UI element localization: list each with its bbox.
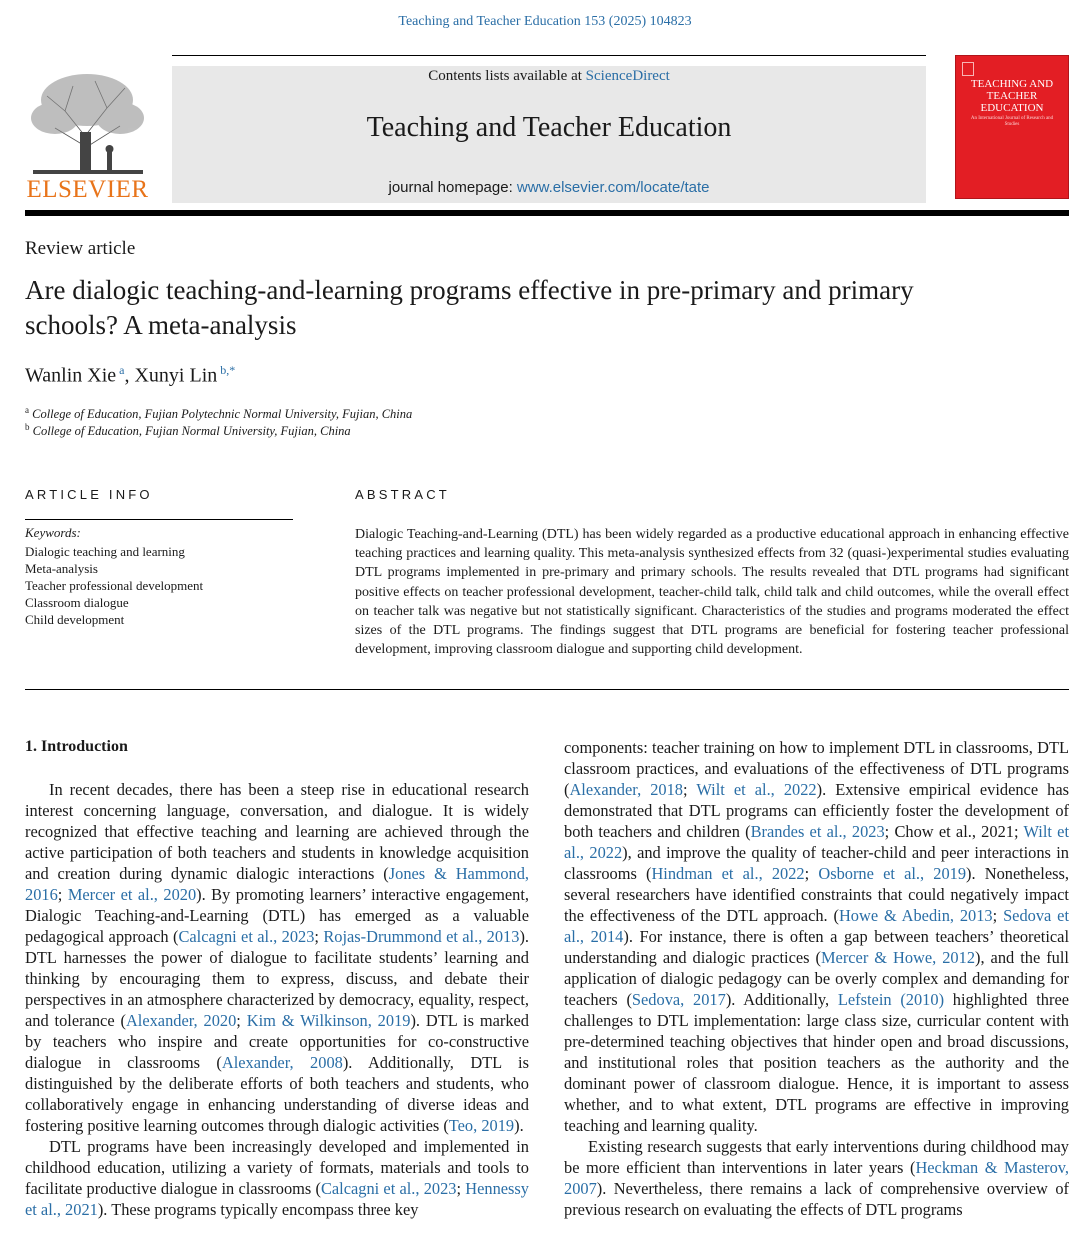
citation-link[interactable]: Brandes et al., 2023	[750, 822, 885, 841]
text-run: ). DTL harnesses the power of dialogue to facilitate students’ learning and thinking by encouraging them to express, discuss, and debate their perspectives in an atmosphere characterized by democracy, equality, respect, and tolerance (	[25, 927, 529, 1030]
text-run: ). Nevertheless, there remains a lack of comprehensive overview of previous research on evaluating the effects of DTL programs	[564, 1179, 1069, 1219]
text-run: ). Additionally,	[725, 990, 838, 1009]
text-run: ;	[804, 864, 819, 883]
homepage-prefix: journal homepage:	[388, 179, 517, 196]
citation-link[interactable]: Hennessy et al., 2021	[25, 1179, 529, 1219]
author-name[interactable]: Wanlin Xie	[25, 364, 117, 387]
keyword: Dialogic teaching and learning	[25, 544, 185, 559]
text-run: ). Additionally, DTL is distinguished by the deliberate efforts of both teachers and students, who collaboratively engage in enhancing understanding of diverse ideas and fostering positive learning outcomes through dialogic activities (	[25, 1053, 529, 1135]
keyword: Meta-analysis	[25, 561, 98, 576]
left-column	[25, 779, 529, 1220]
keyword: Child development	[25, 612, 125, 627]
text-run: ;	[236, 1011, 247, 1030]
citation-link[interactable]: Mercer et al., 2020	[67, 885, 197, 904]
citation-link[interactable]: Sedova et al., 2014	[564, 906, 1069, 946]
text-run: ).	[514, 1116, 524, 1135]
author-affil-marker[interactable]: a	[119, 363, 125, 377]
citation-link[interactable]: Calcagni et al., 2023	[320, 1179, 457, 1198]
contents-prefix: Contents lists available at	[428, 68, 586, 84]
author-name[interactable]: Xunyi Lin	[134, 364, 218, 387]
citation-link[interactable]: Teo, 2019	[448, 1116, 515, 1135]
text-run: ;	[456, 1179, 466, 1198]
text-run: ). These programs typically encompass three key	[97, 1200, 419, 1219]
header-thick-rule	[25, 210, 1069, 216]
cover-title: TEACHING AND TEACHER EDUCATION	[970, 78, 1054, 114]
citation-link[interactable]: Osborne et al., 2019	[818, 864, 967, 883]
journal-cover-thumbnail[interactable]	[955, 55, 1069, 199]
text-run: ). DTL is marked by teachers who inspire and create opportunities for co-constructive dialogue in classrooms (	[25, 1011, 529, 1072]
citation-link[interactable]: Hindman et al., 2022	[651, 864, 805, 883]
abstract-text: Dialogic Teaching-and-Learning (DTL) has been widely regarded as a productive educational approach in enhancing effective teaching practices and learning quality. This meta-analysis synthesized effects from 32 (quasi-)experimental studies evaluating DTL programs implemented in pre-primary and primary schools. The results revealed that DTL programs had significant positive effects on teacher professional development, teacher-child talk, child talk and child outcomes, while the overall effect on teacher talk was negative but not statistically significant. Characteristics of the studies and programs moderated the effect sizes of the DTL programs. The findings suggest that DTL programs are beneficial for fostering teacher professional development, improving classroom dialogue and supporting child development.	[355, 527, 1069, 658]
sciencedirect-link[interactable]: ScienceDirect	[585, 68, 670, 84]
text-run: ;	[57, 885, 68, 904]
keywords-list	[25, 543, 203, 628]
citation-link[interactable]: Lefstein (2010)	[837, 990, 945, 1009]
journal-citation[interactable]: Teaching and Teacher Education 153 (2025) 104823	[398, 14, 692, 29]
affiliation-b: $^b$ College of Education, Fujian Normal University, Fujian, China	[25, 422, 351, 439]
text-run: highlighted three challenges to DTL implementation: large class size, curricular content with pre-determined teaching objectives that hinder open and broad discussions, and institutional roles that position teachers as the authority and the dominant power of classroom dialogue. Hence, it is important to assess whether, and to what extent, DTL programs are effective in improving teaching and learning quality.	[564, 990, 1069, 1135]
text-run: ; Chow et al., 2021;	[884, 822, 1024, 841]
citation-link[interactable]: Calcagni et al., 2023	[178, 927, 315, 946]
author-list: Wanlin Xie $^a$, Xunyi Lin $^{b,*}$	[25, 363, 236, 387]
citation-link[interactable]: Wilt et al., 2022	[564, 822, 1070, 862]
article-info-heading: ARTICLE INFO	[25, 487, 153, 502]
header-rule	[172, 55, 926, 56]
citation-link[interactable]: Alexander, 2020	[125, 1011, 237, 1030]
citation-link[interactable]: Heckman & Masterov, 2007	[564, 1158, 1069, 1198]
citation-link[interactable]: Rojas-Drummond et al., 2013	[323, 927, 520, 946]
abstract-bottom-rule	[25, 689, 1069, 690]
citation-link[interactable]: Mercer & Howe, 2012	[820, 948, 976, 967]
citation-link[interactable]: Alexander, 2018	[569, 780, 684, 799]
paragraph	[564, 737, 1069, 1136]
elsevier-wordmark: ELSEVIER	[26, 176, 149, 203]
citation-link[interactable]: Wilt et al., 2022	[696, 780, 817, 799]
text-run: ). Extensive empirical evidence has demonstrated that DTL programs can efficiently foster the development of both teachers and children (	[564, 780, 1069, 841]
keyword: Classroom dialogue	[25, 595, 129, 610]
text-run: DTL programs have been increasingly developed and implemented in childhood education, utilizing a variety of formats, materials and tools to facilitate productive dialogue in classrooms (	[25, 1137, 529, 1198]
paper-title: Are dialogic teaching-and-learning programs effective in pre-primary and primary schools? A meta-analysis	[25, 275, 914, 340]
cover-logo-icon	[962, 62, 974, 76]
journal-title: Teaching and Teacher Education	[366, 112, 732, 143]
article-info-rule	[25, 519, 293, 520]
right-column	[564, 737, 1069, 1220]
paragraph	[25, 1136, 529, 1220]
text-run: ). By promoting learners’ interactive engagement, Dialogic Teaching-and-Learning (DTL) has emerged as a valuable pedagogical approach (	[25, 885, 529, 946]
text-run: components: teacher training on how to implement DTL in classrooms, DTL classroom practices, and evaluations of the effectiveness of DTL programs (	[564, 738, 1069, 799]
text-run: ;	[314, 927, 324, 946]
text-run: ;	[683, 780, 697, 799]
citation-link[interactable]: Kim & Wilkinson, 2019	[246, 1011, 411, 1030]
text-run: ;	[992, 906, 1004, 925]
article-type: Review article	[25, 238, 136, 259]
citation-link[interactable]: Alexander, 2008	[221, 1053, 343, 1072]
homepage-link[interactable]: www.elsevier.com/locate/tate	[516, 179, 710, 196]
keywords-label: Keywords:	[25, 525, 81, 540]
affiliation-a: $^a$ College of Education, Fujian Polytechnic Normal University, Fujian, China	[25, 405, 413, 422]
citation-link[interactable]: Sedova, 2017	[631, 990, 726, 1009]
text-run: ). Nonetheless, several researchers have identified constraints that could negatively impact the effectiveness of the DTL approach. (	[564, 864, 1069, 925]
journal-homepage	[172, 179, 926, 196]
text-run: Existing research suggests that early interventions during childhood may be more efficient than interventions in later years (	[564, 1137, 1069, 1177]
text-run: ). For instance, there is often a gap between teachers’ theoretical understanding and dialogic practices (	[564, 927, 1069, 967]
paragraph	[25, 779, 529, 1136]
section-heading-introduction: 1. Introduction	[25, 738, 128, 755]
citation-link[interactable]: Howe & Abedin, 2013	[838, 906, 993, 925]
text-run: ), and improve the quality of teacher-child and peer interactions in classrooms (	[564, 843, 1069, 883]
contents-line	[172, 68, 926, 85]
abstract-heading: ABSTRACT	[355, 487, 450, 502]
paragraph	[564, 1136, 1069, 1220]
citation-link[interactable]: Jones & Hammond, 2016	[25, 864, 529, 904]
author-affil-marker[interactable]: b,*	[220, 363, 236, 377]
text-run: In recent decades, there has been a steep rise in educational research interest concerning language, conversation, and dialogue. It is widely recognized that effective teaching and learning are achieved through the active participation of both teachers and students in knowledge acquisition and creation during dynamic dialogic interactions (	[25, 780, 529, 883]
text-run: ), and the full application of dialogic pedagogy can be overly complex and demanding for teachers (	[564, 948, 1069, 1009]
keyword: Teacher professional development	[25, 578, 204, 593]
cover-subtitle: An International Journal of Research and Studies	[970, 116, 1054, 127]
